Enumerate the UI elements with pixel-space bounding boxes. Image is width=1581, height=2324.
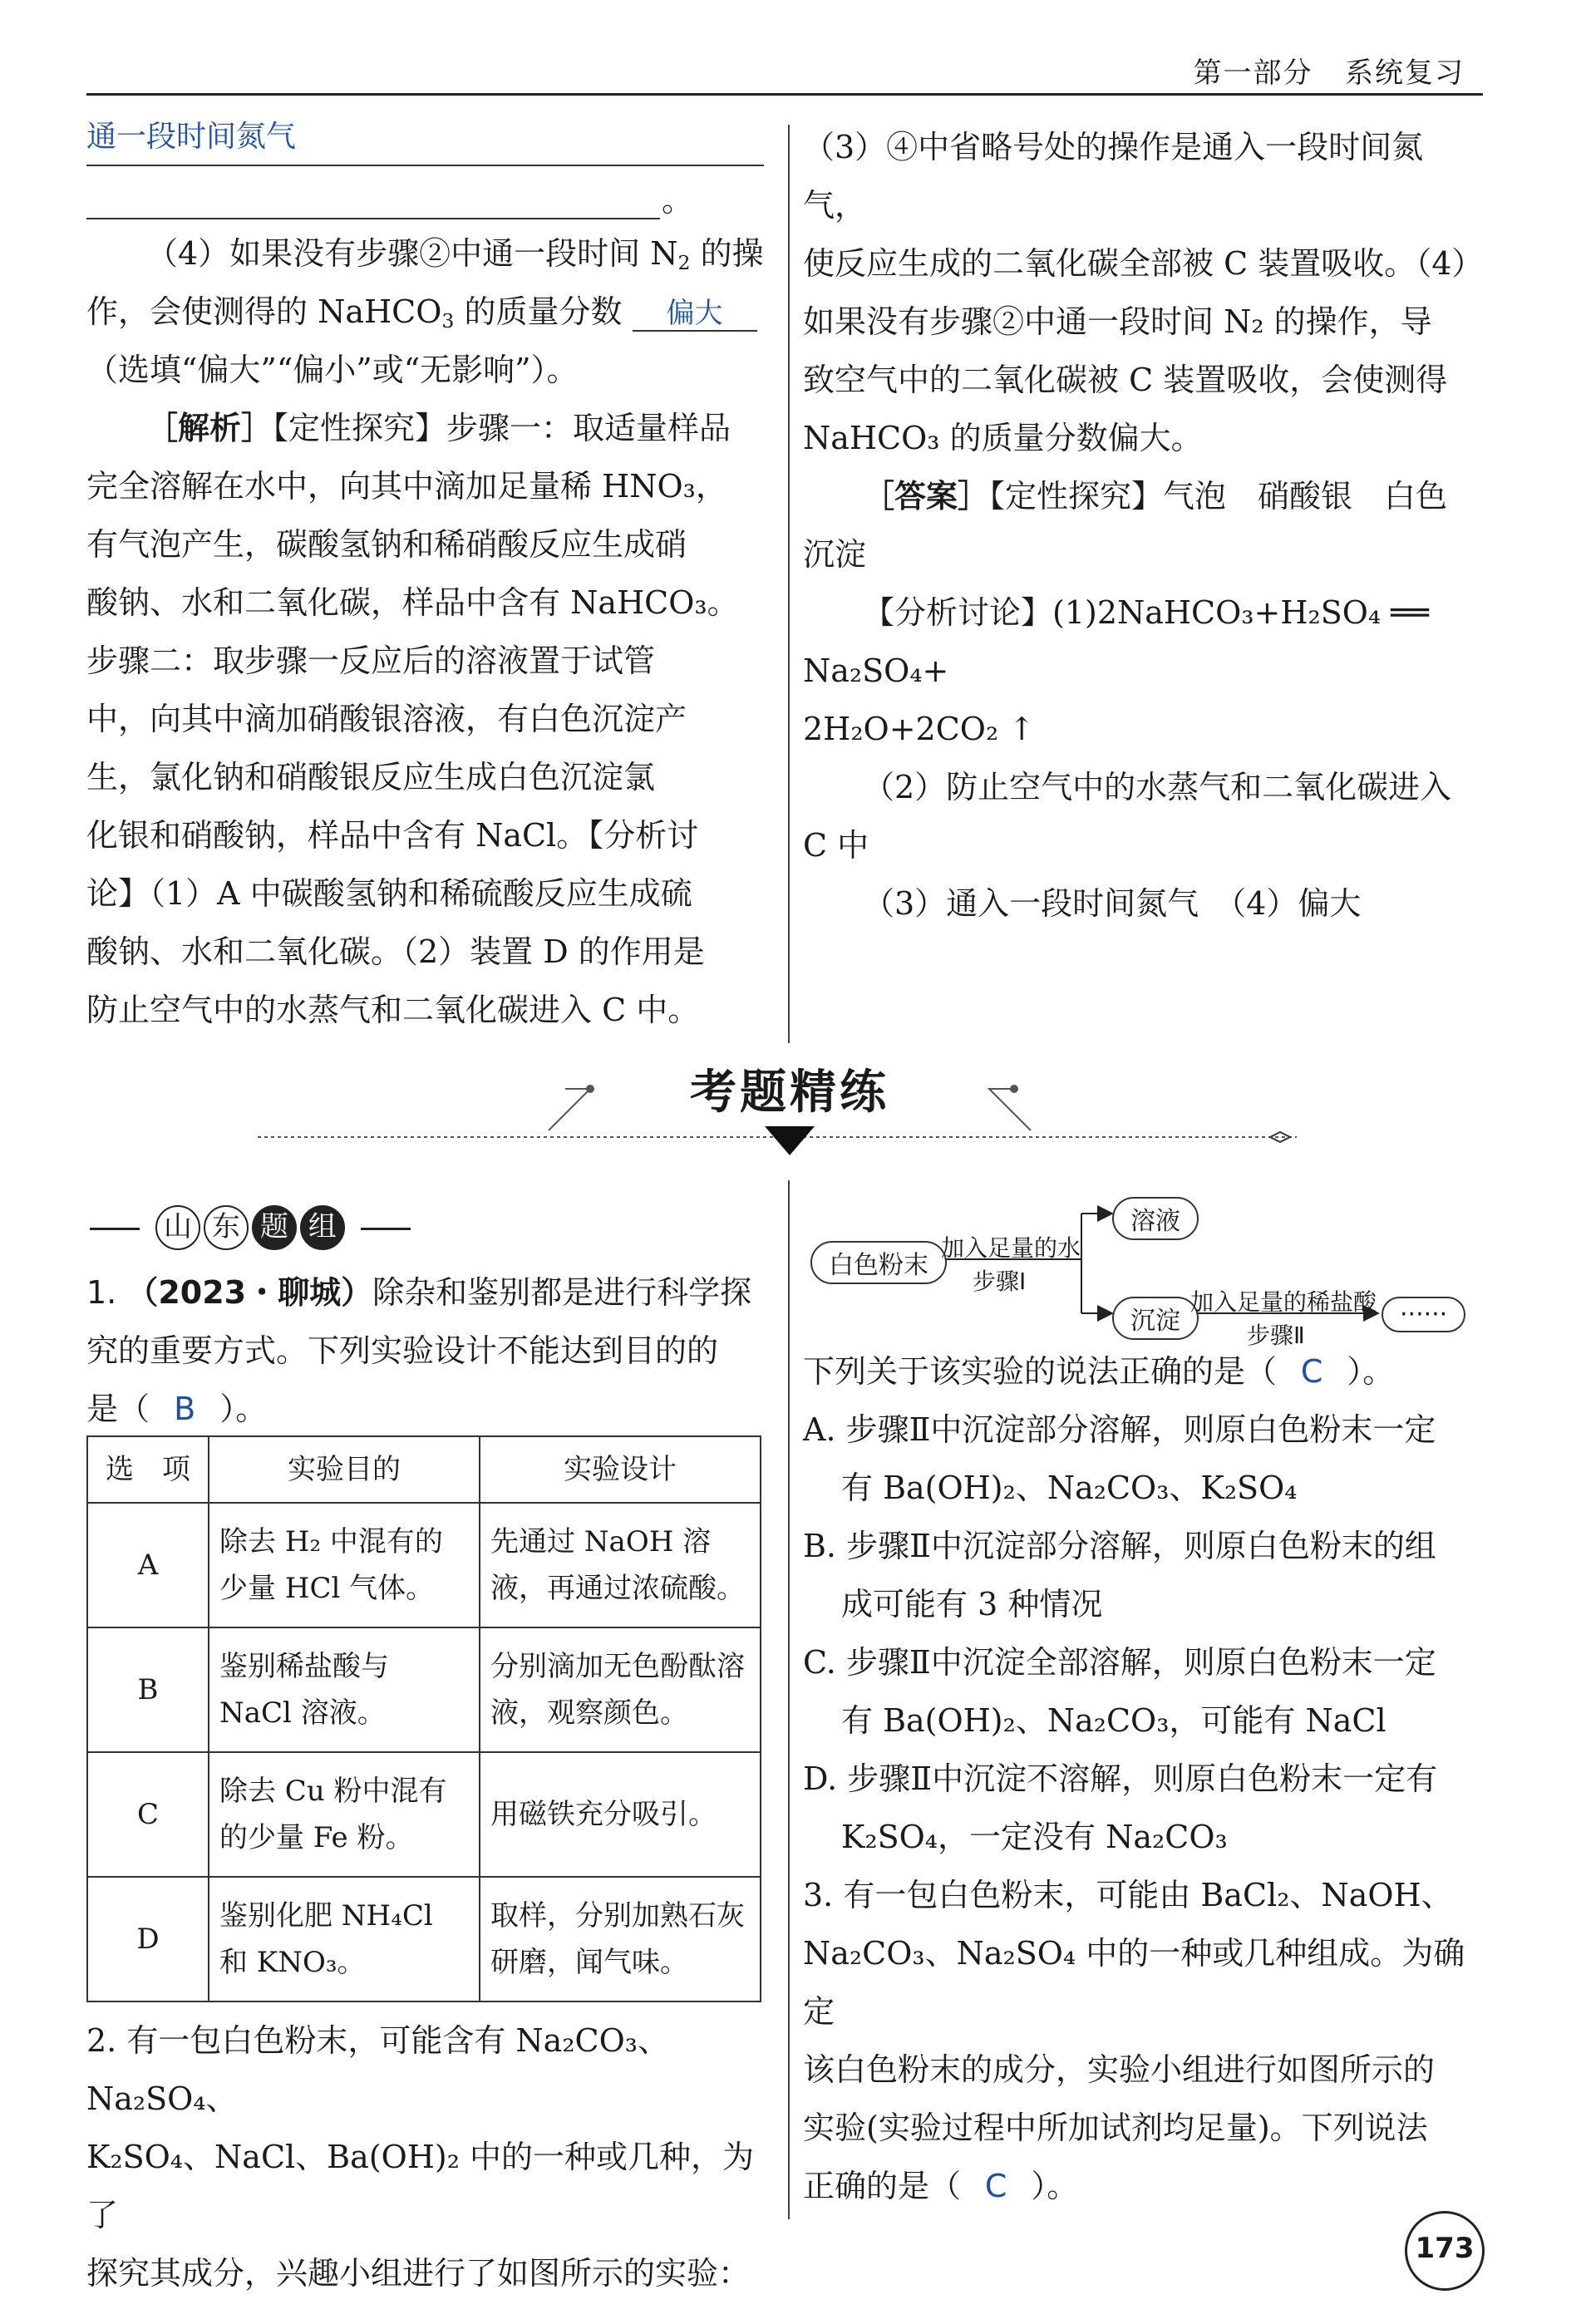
- q4-n: N: [650, 235, 678, 272]
- answer-text-1: 【定性探究】气泡 硝酸银 白色: [989, 478, 1448, 515]
- q4-n-sub: 2: [677, 251, 691, 274]
- analysis-text-0: 【定性探究】步骤一：取适量样品: [273, 410, 731, 446]
- q3-line-4: [803, 2157, 1485, 2215]
- q3-answer: C: [984, 2168, 1007, 2204]
- flow-step2-name: 步骤Ⅱ: [1247, 1322, 1305, 1349]
- analysis-line-8: 论】（1）A 中碳酸氢钠和稀硫酸反应生成硫: [86, 875, 692, 912]
- right-line-2: 如果没有步骤②中通一段时间 N₂ 的操作，导: [803, 303, 1432, 340]
- q1-line3a: 是（: [86, 1391, 150, 1427]
- q2-option-b-1: B. 步骤Ⅱ中沉淀部分溶解，则原白色粉末的组: [803, 1528, 1436, 1564]
- q2-line-0: 2. 有一包白色粉末，可能含有 Na₂CO₃、Na₂SO₄、: [86, 2022, 670, 2117]
- q1-cell-design: 先通过 NaOH 溶液，再通过浓硫酸。: [480, 1503, 761, 1627]
- q3-last-a: 正确的是（: [803, 2168, 962, 2204]
- group-char-1: 东: [204, 1205, 249, 1250]
- answer-blank-line-1: [86, 106, 764, 166]
- q3-last-b: ）。: [1031, 2168, 1079, 2204]
- column-divider-bottom: [788, 1180, 790, 2219]
- group-rule-left: [90, 1228, 140, 1230]
- q2-answer: C: [1300, 1353, 1323, 1390]
- analysis-line-10: 防止空气中的水蒸气和二氧化碳进入 C 中。: [86, 992, 700, 1028]
- q2-question-b: ）。: [1347, 1353, 1395, 1390]
- q2-option-c-1: C. 步骤Ⅱ中沉淀全部溶解，则原白色粉末一定: [803, 1644, 1436, 1681]
- q4-line2-sub: 3: [441, 309, 455, 332]
- flow-step1-label: 加入足量的水: [941, 1234, 1081, 1262]
- q2-option-a-2: 有 Ba(OH)₂、Na₂CO₃、K₂SO₄: [841, 1470, 1298, 1506]
- q3-line-1: Na₂CO₃、Na₂SO₄ 中的一种或几种组成。为确定: [803, 1935, 1465, 2030]
- q1-cell-purpose: 除去 H₂ 中混有的少量 HCl 气体。: [209, 1503, 480, 1627]
- analysis-line-9: 酸钠、水和二氧化碳。（2）装置 D 的作用是: [86, 933, 705, 970]
- left-top-column: [86, 106, 764, 1039]
- flow-step2-label: 加入足量的稀盐酸: [1190, 1288, 1377, 1316]
- table-row: [87, 1877, 761, 2001]
- table-row: [87, 1752, 761, 1877]
- q2-option-c-2: 有 Ba(OH)₂、Na₂CO₃，可能有 NaCl: [841, 1702, 1386, 1739]
- discuss-line-5: （3）通入一段时间氮气 （4）偏大: [863, 885, 1362, 922]
- discuss-line-3: （2）防止空气中的水蒸气和二氧化碳进入: [863, 769, 1452, 805]
- answer-blank-line-2: [86, 166, 764, 224]
- q1-cell-option: D: [87, 1877, 209, 2001]
- q4-answer: 偏大: [633, 297, 757, 332]
- q1-table-header: [87, 1436, 761, 1503]
- flow-end: ······: [1382, 1297, 1465, 1332]
- group-char-0: 山: [155, 1205, 200, 1250]
- q2-line-2: 探究其成分，兴趣小组进行了如图所示的实验：: [86, 2255, 751, 2292]
- q1-cell-design: 取样，分别加熟石灰研磨，闻气味。: [480, 1877, 761, 2001]
- discuss-line-1: 【分析讨论】(1)2NaHCO₃+H₂SO₄ ══ Na₂SO₄+: [803, 594, 1429, 689]
- question-2-options: [803, 1342, 1485, 2215]
- group-char-2: 题: [252, 1205, 297, 1250]
- analysis-line-4: 步骤二：取步骤一反应后的溶液置于试管: [86, 643, 656, 679]
- analysis-line-6: 生，氯化钠和硝酸银反应生成白色沉淀氯: [86, 759, 656, 795]
- q1-answer: B: [174, 1391, 196, 1427]
- analysis-line-5: 中，向其中滴加硝酸银溶液，有白色沉淀产: [86, 701, 687, 737]
- q1-cell-option: C: [87, 1752, 209, 1877]
- right-line-1: 使反应生成的二氧化碳全部被 C 装置吸收。（4）: [803, 245, 1484, 282]
- q1-cell-option: B: [87, 1627, 209, 1752]
- analysis-line-3: 酸钠、水和二氧化碳，样品中含有 NaHCO₃。: [86, 584, 739, 621]
- right-line-0: （3）④中省略号处的操作是通入一段时间氮气，: [803, 129, 1424, 224]
- q4-line2a: 作，会使测得的 NaHCO: [86, 293, 442, 330]
- q1-line-1: [86, 1263, 764, 1322]
- answer-line-2: 沉淀: [803, 536, 867, 573]
- q2-question: [803, 1342, 1485, 1401]
- q1-cell-design: 用磁铁充分吸引。: [480, 1752, 761, 1877]
- q2-line-1: K₂SO₄、NaCl、Ba(OH)₂ 中的一种或几种，为了: [86, 2139, 755, 2233]
- header-section: 第一部分: [1193, 57, 1313, 90]
- q1-line-2: 究的重要方式。下列实验设计不能达到目的的: [86, 1332, 719, 1369]
- discuss-line-4: C 中: [803, 827, 869, 864]
- q1-th-purpose: 实验目的: [209, 1436, 480, 1503]
- q1-source: （2023・聊城）: [126, 1274, 373, 1311]
- page-number: 173: [1405, 2211, 1485, 2291]
- q1-text-1: 除杂和鉴别都是进行科学探: [372, 1274, 752, 1311]
- right-line-4: NaHCO₃ 的质量分数偏大。: [803, 420, 1203, 456]
- q2-option-d-1: D. 步骤Ⅱ中沉淀不溶解，则原白色粉末一定有: [803, 1760, 1438, 1797]
- right-top-column: [803, 118, 1485, 933]
- column-divider-top: [788, 125, 790, 1043]
- flow-start: 白色粉末: [810, 1241, 947, 1284]
- analysis-label: ［解析］: [146, 410, 273, 446]
- flow-solution: 溶液: [1112, 1197, 1199, 1240]
- blank-underline: [86, 166, 660, 219]
- page-header: [1194, 50, 1465, 91]
- q1-th-design: 实验设计: [480, 1436, 761, 1503]
- q2-option-a-1: A. 步骤Ⅱ中沉淀部分溶解，则原白色粉末一定: [803, 1411, 1436, 1448]
- q1-line3b: ）。: [219, 1391, 268, 1427]
- q4-line2b: 的质量分数: [464, 293, 623, 330]
- q4-line-2: [86, 283, 764, 341]
- q1-cell-purpose: 鉴别稀盐酸与 NaCl 溶液。: [209, 1627, 480, 1752]
- q1-table: [86, 1435, 761, 2002]
- discuss-line-2: 2H₂O+2CO₂ ↑: [803, 711, 1036, 747]
- q1-cell-option: A: [87, 1503, 209, 1627]
- q4-line-3: （选填“偏大”“偏小”或“无影响”）。: [86, 352, 579, 388]
- group-char-3: 组: [300, 1205, 345, 1250]
- header-title: 系统复习: [1345, 57, 1465, 90]
- q4-tail: 的操: [700, 235, 764, 272]
- q2-option-b-2: 成可能有 3 种情况: [841, 1586, 1103, 1622]
- q3-line-3: 实验(实验过程中所加试剂均足量)。下列说法: [803, 2110, 1428, 2146]
- flow-step1-name: 步骤Ⅰ: [973, 1268, 1027, 1295]
- q4-line-1: [86, 224, 764, 283]
- q4-text: （4）如果没有步骤②中通一段时间: [146, 235, 641, 272]
- blank-end-mark: 。: [662, 182, 694, 219]
- analysis-line-0: [86, 399, 764, 457]
- q1-cell-purpose: 除去 Cu 粉中混有的少量 Fe 粉。: [209, 1752, 480, 1877]
- q1-th-option: 选 项: [87, 1436, 209, 1503]
- analysis-line-1: 完全溶解在水中，向其中滴加足量稀 HNO₃，: [86, 468, 727, 505]
- table-row: [87, 1627, 761, 1752]
- q2-question-a: 下列关于该实验的说法正确的是（: [803, 1353, 1278, 1390]
- header-rule: [86, 93, 1483, 96]
- right-line-3: 致空气中的二氧化碳被 C 装置吸收，会使测得: [803, 362, 1448, 398]
- flow-precipitate: 沉淀: [1112, 1297, 1199, 1340]
- q1-cell-purpose: 鉴别化肥 NH₄Cl 和 KNO₃。: [209, 1877, 480, 2001]
- answer-label: ［答案］: [863, 478, 990, 515]
- analysis-line-7: 化银和硝酸钠，样品中含有 NaCl。【分析讨: [86, 817, 699, 854]
- analysis-line-2: 有气泡产生，碳酸氢钠和稀硝酸反应生成硝: [86, 526, 687, 563]
- q1-line-3: [86, 1380, 764, 1438]
- group-heading: [90, 1205, 411, 1250]
- q3-line-2: 该白色粉末的成分，实验小组进行如图所示的: [803, 2051, 1436, 2088]
- q1-number: 1.: [86, 1274, 117, 1311]
- table-row: [87, 1503, 761, 1627]
- group-rule-right: [361, 1228, 411, 1230]
- q1-cell-design: 分别滴加无色酚酞溶液，观察颜色。: [480, 1627, 761, 1752]
- q3-line-0: 3. 有一包白色粉末，可能由 BaCl₂、NaOH、: [803, 1877, 1453, 1913]
- section-title: 考题精练: [690, 1066, 889, 1120]
- blank-answer: 通一段时间氮气: [86, 120, 297, 154]
- question-2-stem: [86, 2011, 764, 2302]
- q2-option-d-2: K₂SO₄，一定没有 Na₂CO₃: [841, 1819, 1228, 1855]
- question-1: [86, 1263, 764, 1438]
- answer-line-1: [803, 467, 1485, 525]
